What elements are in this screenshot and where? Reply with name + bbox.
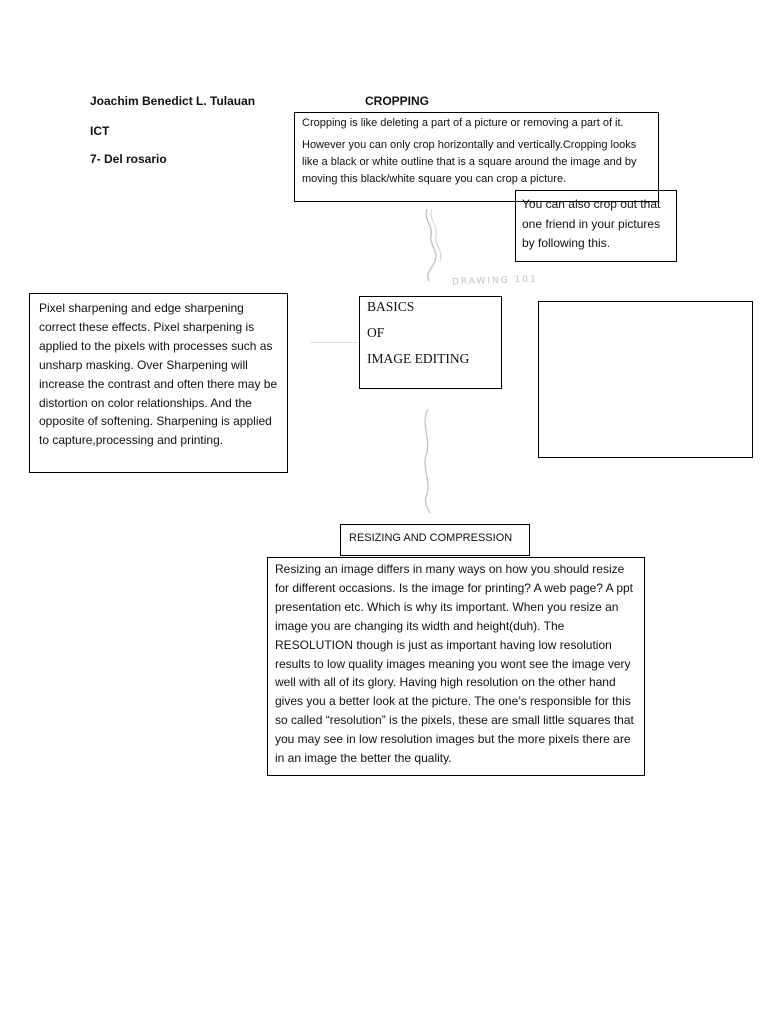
section-label: 7- Del rosario: [90, 152, 167, 166]
connector-bottom-squiggle: [410, 405, 450, 515]
center-line-1: BASICS: [367, 299, 415, 314]
resizing-title-box: [340, 524, 530, 556]
connector-left-line: [310, 342, 358, 343]
cropping-paragraph-2: However you can only crop horizontally and vertically.Cropping looks like a black or white outline that is a square around the image and by moving this black/white square you can crop a picture.: [302, 139, 637, 185]
sharpening-text: Pixel sharpening and edge sharpening correct these effects. Pixel sharpening is applied to the pixels with processes such as unsharp masking. Over Sharpening will increase the contrast and often there may be distortion on color relationships. And the opposite of softening. Sharpening is applied to capture,processing and printing.: [39, 301, 278, 448]
center-line-2: OF: [367, 325, 385, 340]
resizing-text: Resizing an image differs in many ways on how you should resize for different occasions. Is the image for printing? A web page? A ppt presentation etc. Which is why its important. When you resize an image you are changing its width and height(duh). The RESOLUTION though is just as important having low resolution results to low quality images meaning you wont see the image very well with all of its glory. Having high resolution on the other hand gives you a better look at the picture. The one’s responsible for this so called “resolution” is the pixels, these are small little squares that you may see in low resolution images but the more pixels there are in an image the better the quality.: [275, 562, 634, 766]
cropping-paragraph-1: Cropping is like deleting a part of a picture or removing a part of it.: [302, 117, 624, 129]
subject-label: ICT: [90, 124, 110, 138]
center-topic-box: [359, 296, 502, 389]
sharpening-box: [29, 293, 288, 473]
resizing-box: [267, 557, 645, 776]
author-name: Joachim Benedict L. Tulauan: [90, 94, 256, 108]
empty-image-box: [538, 301, 753, 458]
cropping-title: CROPPING: [365, 94, 430, 108]
crop-friend-text: You can also crop out that one friend in your pictures by following this.: [522, 197, 661, 250]
center-line-3: IMAGE EDITING: [367, 351, 470, 366]
cropping-box: [294, 112, 659, 202]
resizing-title: RESIZING AND COMPRESSION: [349, 532, 513, 544]
sketch-caption: DRAWING 101: [451, 274, 538, 288]
crop-friend-box: [515, 190, 677, 262]
connector-top-squiggle: [405, 205, 465, 285]
